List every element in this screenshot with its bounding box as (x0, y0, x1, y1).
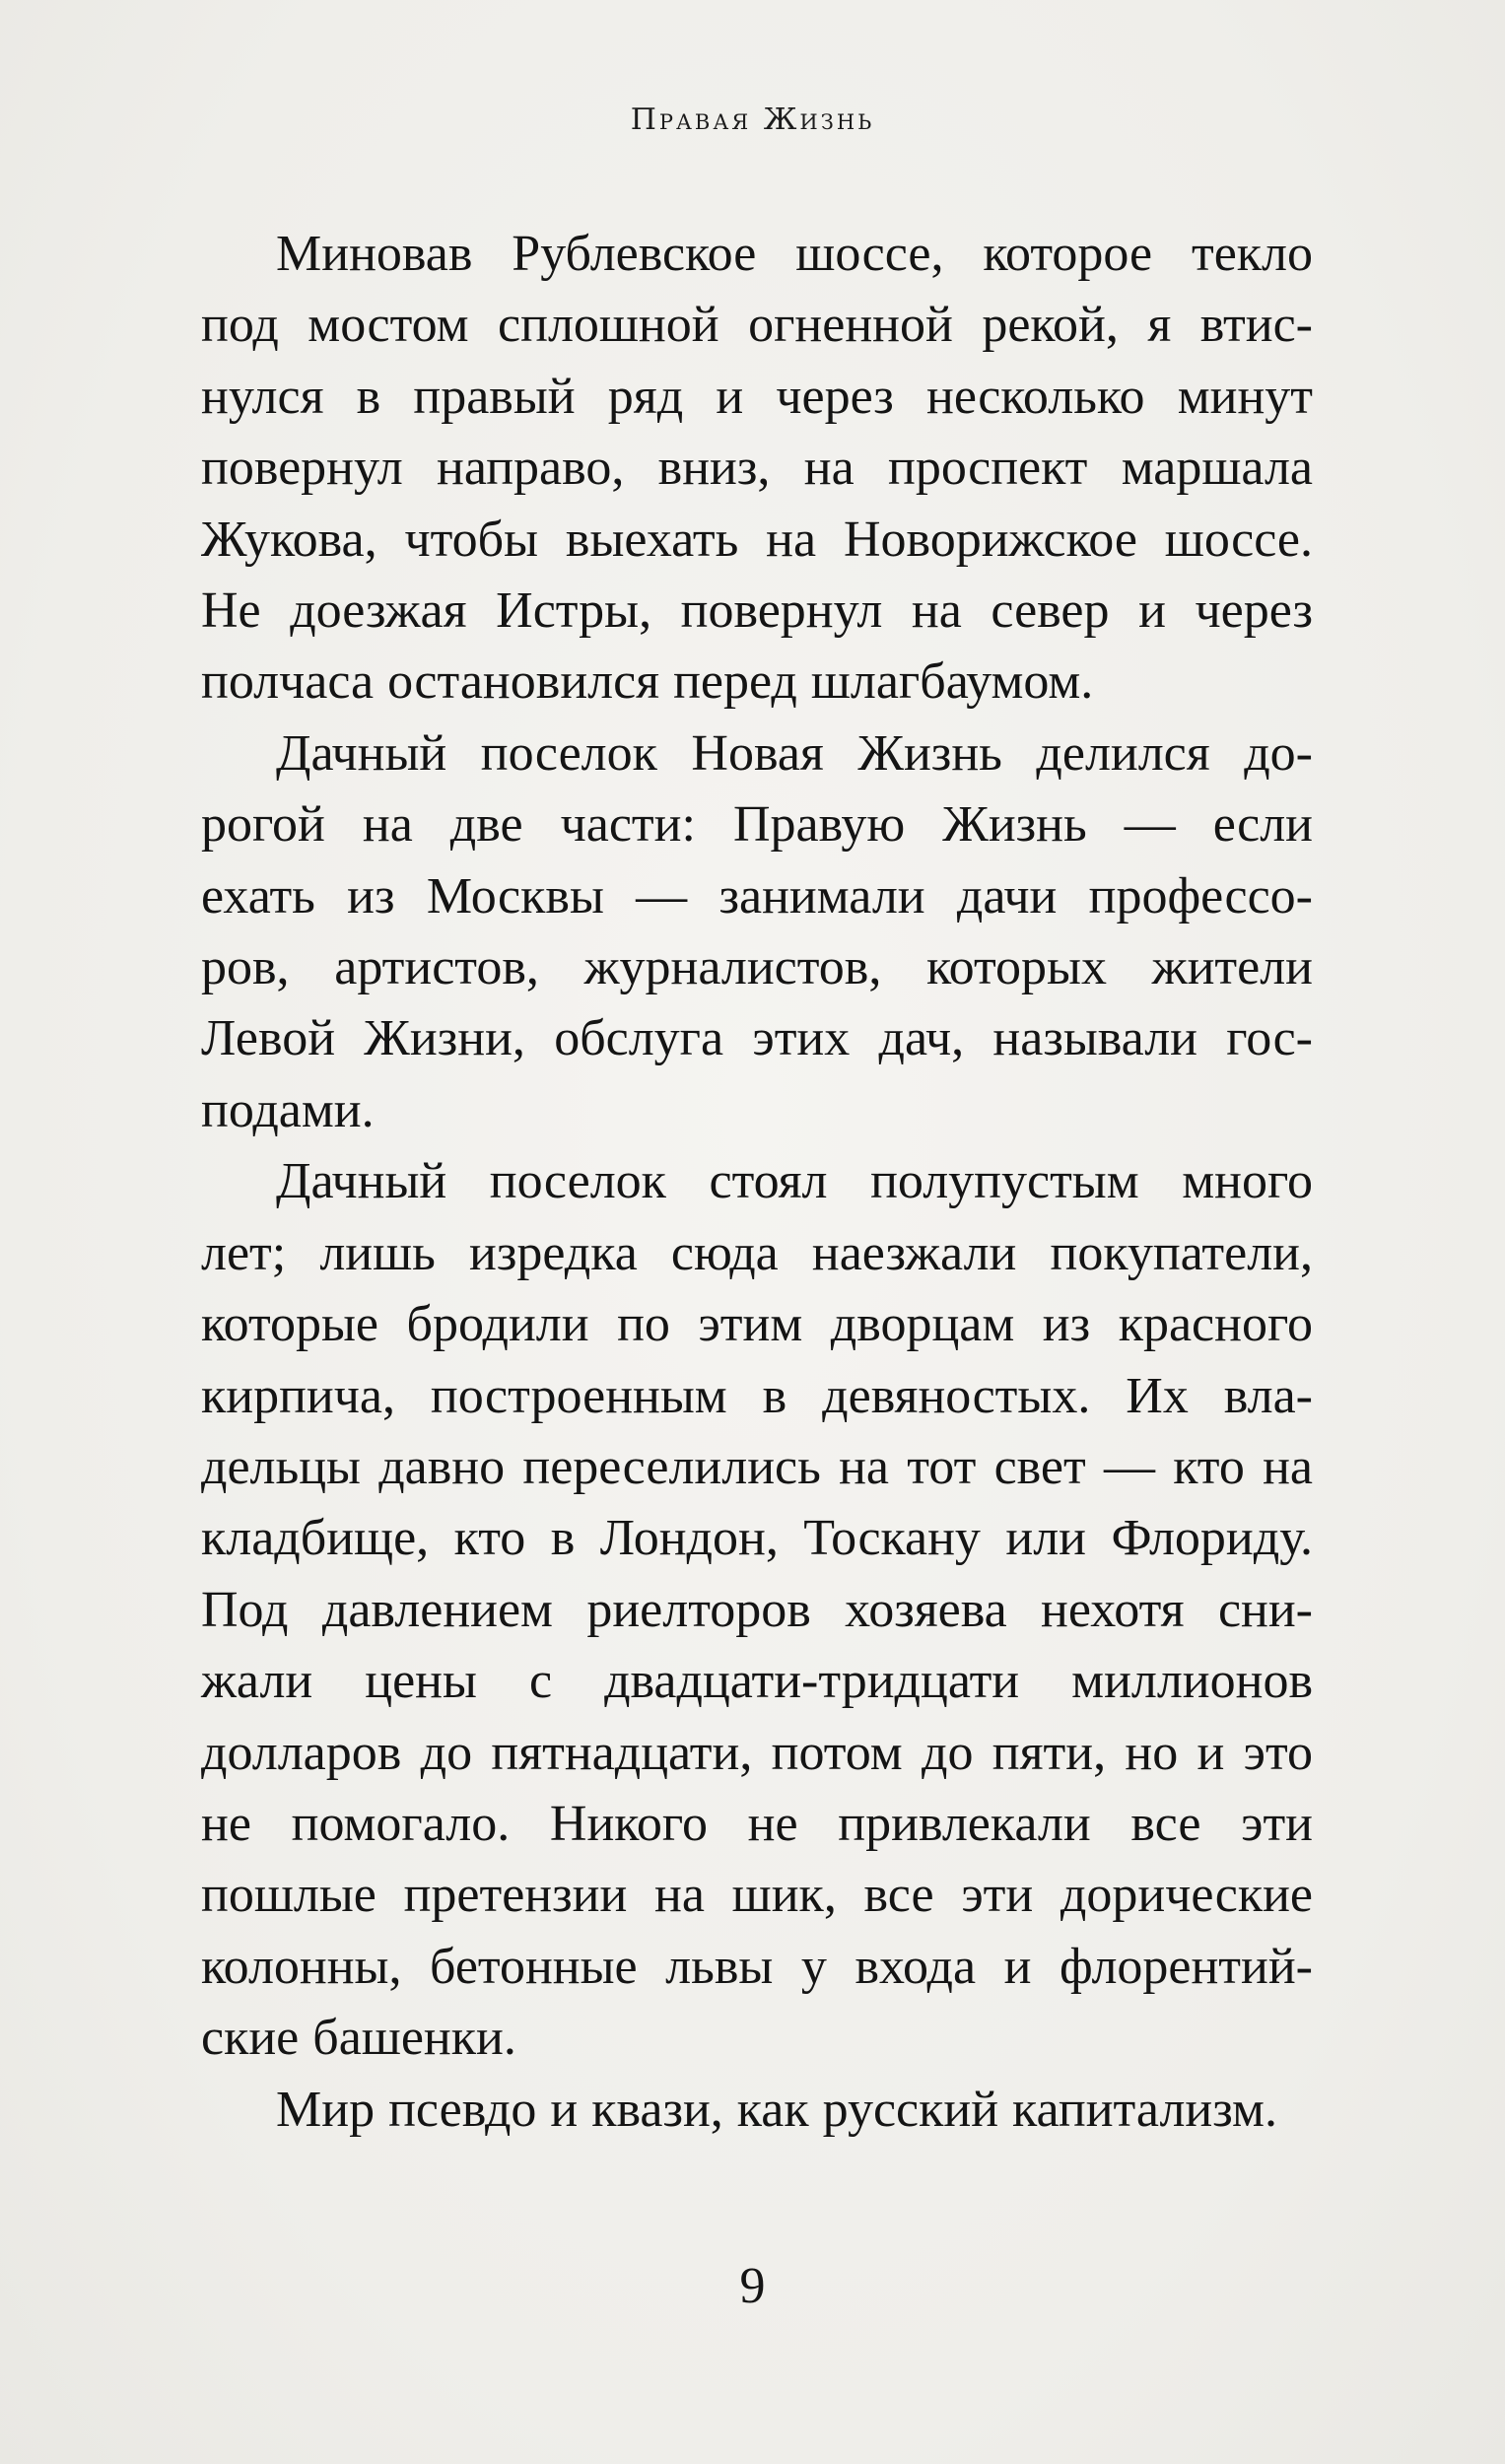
text-line: ские башенки. (201, 2010, 516, 2067)
text-line: повернул направо, вниз, на проспект маршала (201, 440, 1313, 497)
text-line: кирпича, построенным в девяностых. Их вла- (201, 1367, 1313, 1424)
text-line: Левой Жизни, обслуга этих дач, называли гос- (201, 1010, 1313, 1067)
paragraph (201, 1146, 1313, 2074)
text-line: Дачный поселок стоял полупустым много (276, 1153, 1313, 1210)
text-line: полчаса остановился перед шлагбаумом. (201, 653, 1094, 711)
page-number: 9 (739, 2258, 766, 2314)
text-line: Под давлением риелторов хозяева нехотя сни- (201, 1581, 1313, 1638)
text-line: Мир псевдо и квази, как русский капитализм. (276, 2081, 1277, 2138)
text-line: дельцы давно переселились на тот свет — кто на (201, 1438, 1313, 1495)
text-line: долларов до пятнадцати, потом до пяти, но и это (201, 1724, 1313, 1781)
paragraph (201, 2075, 1313, 2146)
running-head: Правая Жизнь (630, 103, 875, 137)
text-line: лет; лишь изредка сюда наезжали покупатели, (201, 1224, 1313, 1281)
text-line: ров, артистов, журналистов, которых жители (201, 939, 1313, 996)
text-line: жали цены с двадцати-тридцати миллионов (201, 1653, 1313, 1710)
text-line: которые бродили по этим дворцам из красного (201, 1296, 1313, 1353)
text-line: Дачный поселок Новая Жизнь делился до- (276, 724, 1313, 782)
text-line: не помогало. Никого не привлекали все эти (201, 1795, 1313, 1852)
text-line: подами. (201, 1081, 375, 1138)
text-line: колонны, бетонные львы у входа и флорентий- (201, 1938, 1313, 1995)
text-line: кладбище, кто в Лондон, Тоскану или Флориду. (201, 1510, 1313, 1567)
text-line: Жукова, чтобы выехать на Новорижское шоссе. (201, 511, 1313, 568)
text-line: Миновав Рублевское шоссе, которое текло (276, 226, 1313, 282)
text-line: нулся в правый ряд и через несколько минут (201, 368, 1313, 425)
text-line: Не доезжая Истры, повернул на север и через (201, 582, 1313, 640)
text-line: рогой на две части: Правую Жизнь — если (201, 796, 1313, 854)
paragraph (201, 719, 1313, 1146)
text-line: под мостом сплошной огненной рекой, я втис- (201, 297, 1313, 354)
text-line: ехать из Москвы — занимали дачи профессо- (201, 867, 1313, 924)
text-line: пошлые претензии на шик, все эти дорические (201, 1867, 1313, 1924)
paragraph (201, 219, 1313, 719)
body-text (201, 219, 1313, 2146)
